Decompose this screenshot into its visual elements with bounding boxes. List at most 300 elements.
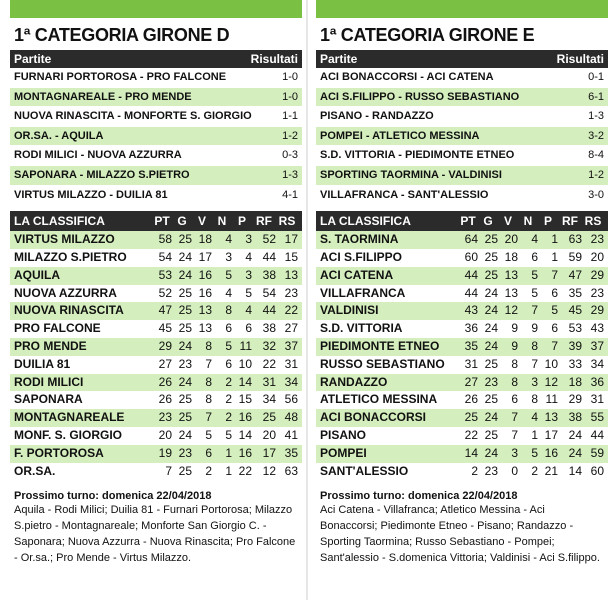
stat-n: 4	[225, 285, 232, 300]
col-n: N	[217, 214, 227, 229]
col-rf: RF	[256, 214, 272, 229]
stat-n: 1	[531, 427, 538, 442]
stat-g: 25	[484, 249, 498, 264]
match-score: 3-2	[588, 129, 604, 142]
stat-v: 8	[511, 356, 518, 371]
stat-v: 3	[511, 445, 518, 460]
stat-rf: 54	[262, 285, 276, 300]
stat-rf: 33	[568, 356, 582, 371]
stat-g: 24	[178, 427, 192, 442]
result-row	[316, 166, 608, 186]
result-row	[10, 127, 302, 147]
stat-p: 10	[238, 356, 252, 371]
stat-v: 5	[205, 427, 212, 442]
match-name: PISANO - RANDAZZO	[320, 110, 434, 123]
match-name: POMPEI - ATLETICO MESSINA	[320, 129, 480, 142]
match-score: 1-1	[282, 110, 298, 123]
stat-p: 11	[239, 338, 252, 353]
stat-n: 3	[531, 374, 538, 389]
standings-header	[10, 211, 302, 231]
match-name: ACI BONACCORSI - ACI CATENA	[320, 71, 494, 83]
team-name: VILLAFRANCA	[320, 285, 406, 300]
stat-g: 25	[484, 392, 498, 407]
stat-pt: 2	[471, 463, 478, 478]
stat-n: 2	[225, 392, 232, 407]
stat-g: 24	[484, 285, 498, 300]
stat-v: 0	[511, 463, 518, 478]
match-score: 1-3	[588, 110, 604, 123]
stat-g: 24	[178, 267, 192, 282]
standings-row	[10, 427, 302, 445]
team-name: PRO MENDE	[14, 338, 87, 353]
standings-row	[10, 374, 302, 392]
stat-p: 16	[238, 410, 252, 425]
match-score: 0-1	[588, 71, 604, 83]
stat-v: 16	[198, 285, 212, 300]
stat-g: 23	[178, 445, 192, 460]
stat-n: 9	[531, 321, 538, 336]
stat-v: 18	[198, 232, 212, 247]
stat-g: 25	[484, 356, 498, 371]
stat-g: 24	[178, 249, 192, 264]
stat-p: 5	[551, 303, 558, 318]
match-name: FURNARI PORTOROSA - PRO FALCONE	[14, 71, 227, 83]
stat-g: 23	[178, 356, 192, 371]
stat-rs: 37	[284, 338, 298, 353]
stat-n: 5	[531, 285, 538, 300]
team-name: MONF. S. GIORGIO	[14, 427, 123, 442]
stat-rs: 23	[590, 232, 604, 247]
team-name: ACI CATENA	[320, 267, 394, 282]
standings-row	[316, 356, 608, 374]
stat-v: 8	[205, 392, 212, 407]
stat-rs: 41	[284, 427, 298, 442]
stat-p: 11	[545, 392, 558, 407]
match-score: 3-0	[588, 188, 604, 201]
matches-header-label: Partite	[14, 52, 52, 66]
team-name: NUOVA RINASCITA	[14, 303, 124, 318]
team-name: OR.SA.	[14, 463, 56, 478]
match-name: RODI MILICI - NUOVA AZZURRA	[14, 149, 182, 162]
stat-p: 1	[551, 232, 558, 247]
stat-p: 7	[551, 267, 558, 282]
stat-n: 7	[531, 303, 538, 318]
stat-g: 25	[178, 285, 192, 300]
stat-g: 23	[484, 463, 498, 478]
stat-p: 1	[551, 249, 558, 264]
team-name: AQUILA	[14, 267, 60, 282]
results-header	[316, 50, 608, 68]
team-name: ACI S.FILIPPO	[320, 249, 403, 264]
stat-pt: 26	[158, 392, 172, 407]
standings-row	[10, 302, 302, 320]
stat-rf: 53	[568, 321, 582, 336]
stat-pt: 7	[165, 463, 172, 478]
team-name: VALDINISI	[320, 303, 379, 318]
stat-g: 25	[484, 232, 498, 247]
team-name: MILAZZO S.PIETRO	[14, 249, 127, 264]
stat-p: 5	[245, 285, 252, 300]
stat-p: 12	[544, 374, 558, 389]
stat-g: 25	[178, 410, 192, 425]
stat-pt: 52	[158, 285, 172, 300]
stat-n: 6	[225, 356, 232, 371]
stat-g: 24	[178, 338, 192, 353]
stat-v: 7	[205, 356, 212, 371]
results-list	[316, 68, 608, 205]
stat-pt: 44	[464, 267, 478, 282]
result-row	[10, 186, 302, 206]
stat-rs: 59	[590, 445, 604, 460]
stat-pt: 60	[464, 249, 478, 264]
standings-row	[10, 391, 302, 409]
stat-rf: 32	[262, 338, 276, 353]
team-name: RUSSO SEBASTIANO	[320, 356, 445, 371]
result-row	[316, 127, 608, 147]
stat-n: 8	[531, 338, 538, 353]
col-p: P	[543, 214, 552, 229]
stat-pt: 23	[158, 410, 172, 425]
standings-title: LA CLASSIFICA	[320, 214, 411, 229]
stat-rs: 27	[284, 321, 298, 336]
stat-n: 5	[225, 338, 232, 353]
stat-pt: 14	[464, 445, 478, 460]
stat-v: 9	[511, 321, 518, 336]
stat-pt: 35	[464, 338, 478, 353]
stat-pt: 29	[158, 338, 172, 353]
stat-v: 2	[205, 463, 212, 478]
stat-pt: 45	[158, 321, 172, 336]
next-round-title: Prossimo turno: domenica 22/04/2018	[14, 490, 212, 503]
stat-rs: 20	[590, 249, 604, 264]
stat-v: 8	[205, 374, 212, 389]
stat-g: 24	[178, 374, 192, 389]
stat-rf: 44	[262, 303, 276, 318]
stat-g: 23	[484, 374, 498, 389]
team-name: PIEDIMONTE ETNEO	[320, 338, 440, 353]
stat-p: 17	[544, 427, 558, 442]
stat-rf: 39	[568, 338, 582, 353]
stat-v: 13	[504, 285, 518, 300]
stat-rf: 38	[262, 321, 276, 336]
standings-title: LA CLASSIFICA	[14, 214, 105, 229]
stat-rs: 15	[284, 249, 298, 264]
stat-g: 24	[484, 445, 498, 460]
team-name: S. TAORMINA	[320, 232, 399, 247]
standings-row	[316, 409, 608, 427]
standings-list	[316, 231, 608, 480]
stat-pt: 44	[464, 285, 478, 300]
col-g: G	[177, 214, 187, 229]
stat-rs: 31	[284, 356, 298, 371]
team-name: ACI BONACCORSI	[320, 410, 427, 425]
stat-v: 17	[198, 249, 212, 264]
stat-v: 9	[511, 338, 518, 353]
match-score: 1-3	[282, 168, 298, 181]
standings-header	[316, 211, 608, 231]
stat-rf: 22	[262, 356, 276, 371]
column-divider	[306, 0, 308, 600]
standings-row	[10, 356, 302, 374]
standings-row	[10, 267, 302, 285]
stat-v: 7	[511, 427, 518, 442]
match-name: NUOVA RINASCITA - MONFORTE S. GIORGIO	[14, 110, 252, 123]
stat-rf: 14	[568, 463, 582, 478]
stat-p: 6	[551, 321, 558, 336]
stat-v: 16	[198, 267, 212, 282]
stat-n: 5	[225, 427, 232, 442]
standings-row	[316, 391, 608, 409]
standings-row	[10, 409, 302, 427]
match-name: OR.SA. - AQUILA	[14, 129, 104, 142]
stat-n: 8	[531, 392, 538, 407]
col-g: G	[483, 214, 493, 229]
stat-n: 1	[225, 445, 232, 460]
team-name: SAPONARA	[14, 392, 83, 407]
stat-v: 6	[511, 392, 518, 407]
stat-rs: 23	[284, 285, 298, 300]
stat-rs: 34	[590, 356, 604, 371]
stat-rf: 47	[568, 267, 582, 282]
next-round-fixtures: Aci Catena - Villafranca; Atletico Messina - Aci Bonaccorsi; Piedimonte Etneo - Pisano; Randazzo - Sporting Taormina; Russo Sebastiano - Pompei; Sant'alessio - S.domenica Vittoria; Valdinisi - Aci S.filippo.	[320, 504, 600, 565]
stat-g: 24	[484, 303, 498, 318]
results-header	[10, 50, 302, 68]
stat-n: 3	[225, 249, 232, 264]
results-list	[10, 68, 302, 205]
stat-pt: 58	[158, 232, 172, 247]
stat-v: 7	[205, 410, 212, 425]
col-rs: RS	[278, 214, 296, 229]
stat-v: 12	[504, 303, 518, 318]
stat-rs: 13	[284, 267, 298, 282]
stat-pt: 19	[158, 445, 172, 460]
col-rs: RS	[584, 214, 602, 229]
stat-n: 2	[225, 374, 232, 389]
standings-row	[10, 338, 302, 356]
stat-p: 16	[238, 445, 252, 460]
stat-rf: 38	[262, 267, 276, 282]
col-v: V	[503, 214, 512, 229]
col-rf: RF	[562, 214, 578, 229]
result-row	[316, 68, 608, 88]
stat-g: 25	[484, 427, 498, 442]
stat-rf: 24	[568, 427, 582, 442]
stat-n: 8	[225, 303, 232, 318]
stat-g: 24	[484, 321, 498, 336]
stat-rf: 20	[262, 427, 276, 442]
team-name: POMPEI	[320, 445, 367, 460]
match-score: 8-4	[588, 149, 604, 162]
stat-rs: 31	[590, 392, 604, 407]
stat-pt: 53	[158, 267, 172, 282]
stat-n: 6	[531, 249, 538, 264]
result-row	[10, 88, 302, 108]
team-name: ATLETICO MESSINA	[320, 392, 438, 407]
stat-rs: 63	[284, 463, 298, 478]
stat-rs: 29	[590, 267, 604, 282]
match-score: 0-3	[282, 149, 298, 162]
standings-row	[10, 320, 302, 338]
stat-g: 25	[178, 232, 192, 247]
stat-n: 2	[531, 463, 538, 478]
stat-rf: 29	[568, 392, 582, 407]
stat-pt: 20	[158, 427, 172, 442]
stat-rs: 37	[590, 338, 604, 353]
stat-rs: 44	[590, 427, 604, 442]
stat-g: 24	[484, 410, 498, 425]
match-score: 1-0	[282, 90, 298, 103]
result-row	[316, 186, 608, 206]
girone-d-panel	[10, 0, 302, 566]
stat-p: 7	[551, 338, 558, 353]
stat-g: 25	[178, 303, 192, 318]
team-name: VIRTUS MILAZZO	[14, 232, 115, 247]
standings-row	[316, 231, 608, 249]
stat-v: 20	[504, 232, 518, 247]
col-pt: PT	[460, 214, 476, 229]
stat-pt: 36	[464, 321, 478, 336]
results-header-label: Risultati	[250, 52, 298, 66]
stat-v: 7	[511, 410, 518, 425]
match-score: 6-1	[588, 90, 604, 103]
standings-row	[316, 427, 608, 445]
stat-p: 21	[544, 463, 558, 478]
team-name: S.D. VITTORIA	[320, 321, 403, 336]
standings-row	[316, 249, 608, 267]
stat-v: 13	[198, 321, 212, 336]
team-name: SANT'ALESSIO	[320, 463, 409, 478]
stat-rf: 25	[262, 410, 276, 425]
stat-rf: 31	[262, 374, 276, 389]
stat-p: 4	[245, 303, 252, 318]
stat-rf: 24	[568, 445, 582, 460]
stat-p: 6	[245, 321, 252, 336]
stat-rf: 44	[262, 249, 276, 264]
match-name: VILLAFRANCA - SANT'ALESSIO	[320, 188, 489, 201]
match-name: VIRTUS MILAZZO - DUILIA 81	[14, 188, 168, 201]
match-score: 1-0	[282, 71, 298, 83]
result-row	[10, 146, 302, 166]
standings-list	[10, 231, 302, 480]
stat-p: 14	[238, 427, 252, 442]
results-header-label: Risultati	[556, 52, 604, 66]
stat-n: 5	[225, 267, 232, 282]
team-name: NUOVA AZZURRA	[14, 285, 117, 300]
standings-row	[316, 320, 608, 338]
stat-rf: 63	[568, 232, 582, 247]
green-banner	[316, 0, 608, 18]
team-name: PRO FALCONE	[14, 321, 101, 336]
stat-pt: 27	[158, 356, 172, 371]
stat-rs: 55	[590, 410, 604, 425]
stat-n: 2	[225, 410, 232, 425]
team-name: RODI MILICI	[14, 374, 84, 389]
result-row	[316, 146, 608, 166]
team-name: DUILIA 81	[14, 356, 71, 371]
stat-p: 10	[544, 356, 558, 371]
result-row	[10, 68, 302, 88]
match-score: 4-1	[282, 188, 298, 201]
next-round-title: Prossimo turno: domenica 22/04/2018	[320, 490, 518, 503]
stat-rf: 34	[262, 392, 276, 407]
stat-p: 13	[544, 410, 558, 425]
match-score: 1-2	[282, 129, 298, 142]
stat-rs: 23	[590, 285, 604, 300]
standings-row	[316, 445, 608, 463]
standings-row	[10, 231, 302, 249]
stat-v: 13	[504, 267, 518, 282]
girone-e-panel	[316, 0, 608, 566]
stat-rs: 48	[284, 410, 298, 425]
stat-pt: 64	[464, 232, 478, 247]
match-score: 1-2	[588, 168, 604, 181]
stat-rf: 12	[262, 463, 276, 478]
match-name: MONTAGNAREALE - PRO MENDE	[14, 90, 192, 103]
next-round-fixtures: Aquila - Rodi Milici; Duilia 81 - Furnari Portorosa; Milazzo S.pietro - Montagnareale; Monforte San Giorgio C. - Saponara; Nuova Azzurra - Nuova Rinascita; Pro Falcone - Or.sa.; Pro Mende - Virtus Milazzo.	[14, 504, 296, 565]
stat-p: 6	[551, 285, 558, 300]
girone-e-title: 1ª CATEGORIA GIRONE E	[320, 25, 535, 45]
stat-pt: 26	[464, 392, 478, 407]
stat-pt: 25	[464, 410, 478, 425]
col-n: N	[523, 214, 533, 229]
stat-v: 13	[198, 303, 212, 318]
stat-rf: 59	[568, 249, 582, 264]
stat-g: 25	[178, 392, 192, 407]
stat-rf: 38	[568, 410, 582, 425]
stat-rs: 17	[284, 232, 298, 247]
standings-row	[316, 302, 608, 320]
result-row	[10, 166, 302, 186]
stat-n: 4	[531, 232, 538, 247]
stat-rf: 45	[568, 303, 582, 318]
stat-pt: 31	[464, 356, 478, 371]
col-v: V	[197, 214, 206, 229]
stat-n: 1	[225, 463, 232, 478]
stat-n: 4	[225, 232, 232, 247]
stat-rs: 43	[590, 321, 604, 336]
stat-rs: 60	[590, 463, 604, 478]
col-p: P	[237, 214, 246, 229]
standings-row	[316, 267, 608, 285]
stat-pt: 27	[464, 374, 478, 389]
stat-g: 25	[178, 321, 192, 336]
team-name: RANDAZZO	[320, 374, 388, 389]
team-name: PISANO	[320, 427, 367, 442]
stat-g: 25	[178, 463, 192, 478]
stat-v: 18	[504, 249, 518, 264]
result-row	[10, 107, 302, 127]
standings-row	[316, 374, 608, 392]
girone-d-title: 1ª CATEGORIA GIRONE D	[14, 25, 230, 45]
team-name: MONTAGNAREALE	[14, 410, 125, 425]
standings-row	[10, 463, 302, 481]
stat-v: 6	[205, 445, 212, 460]
stat-n: 5	[531, 267, 538, 282]
result-row	[316, 88, 608, 108]
stat-p: 22	[238, 463, 252, 478]
stat-p: 15	[238, 392, 252, 407]
stat-rf: 35	[568, 285, 582, 300]
stat-rf: 18	[568, 374, 582, 389]
stat-pt: 26	[158, 374, 172, 389]
stat-rf: 52	[262, 232, 276, 247]
stat-p: 16	[544, 445, 558, 460]
stat-n: 5	[531, 445, 538, 460]
stat-pt: 22	[464, 427, 478, 442]
stat-p: 14	[238, 374, 252, 389]
green-banner	[10, 0, 302, 18]
stat-pt: 54	[158, 249, 172, 264]
